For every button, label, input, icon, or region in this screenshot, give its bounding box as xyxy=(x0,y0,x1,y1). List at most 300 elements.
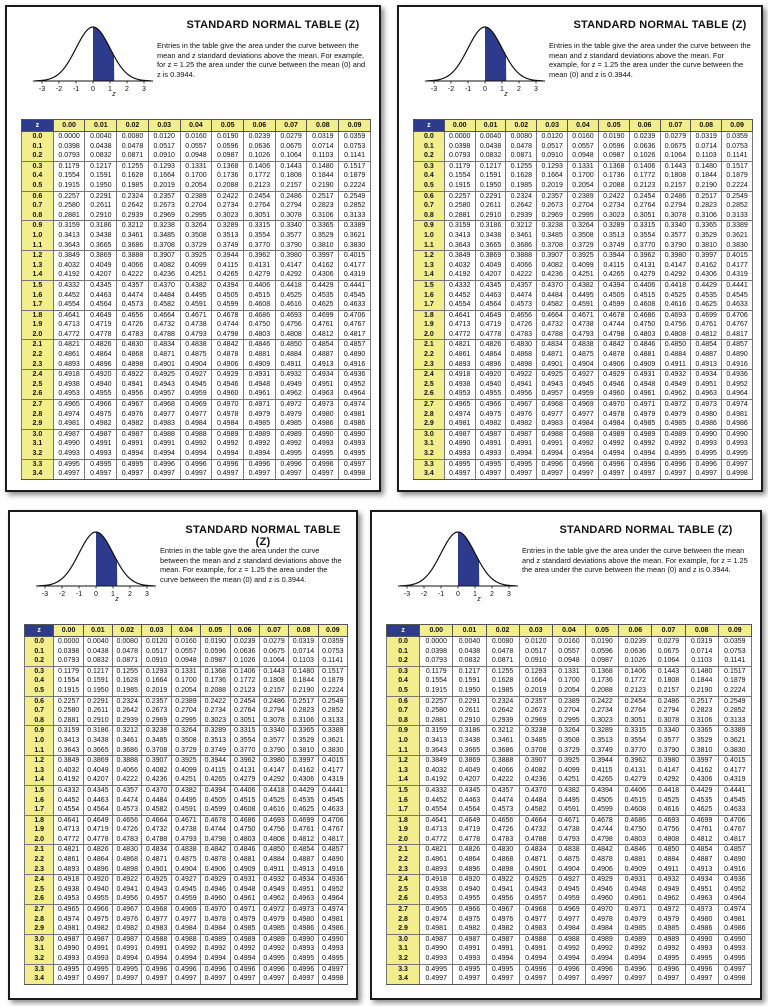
area-cell: 0.2157 xyxy=(275,181,307,191)
area-cell: 0.2794 xyxy=(652,706,685,716)
table-row xyxy=(25,647,348,657)
z-value-cell: 2.1 xyxy=(414,340,445,350)
area-cell: 0.4996 xyxy=(180,459,212,469)
area-cell: 0.1808 xyxy=(652,676,685,686)
area-cell: 0.4996 xyxy=(537,459,568,469)
area-cell: 0.4884 xyxy=(660,350,691,360)
z-value-cell: 2.7 xyxy=(414,400,445,410)
area-cell: 0.4713 xyxy=(420,825,453,835)
area-cell: 0.4772 xyxy=(54,835,83,845)
table-row xyxy=(25,766,348,776)
area-cell: 0.3810 xyxy=(685,746,718,756)
area-cell: 0.4633 xyxy=(722,300,753,310)
area-cell: 0.2642 xyxy=(113,706,142,716)
area-cell: 0.4633 xyxy=(718,805,751,815)
area-cell: 0.4192 xyxy=(420,775,453,785)
area-cell: 0.4981 xyxy=(53,419,85,429)
axis-tick-label: -1 xyxy=(75,591,83,598)
area-cell: 0.4838 xyxy=(552,845,585,855)
area-cell: 0.4993 xyxy=(289,944,318,954)
z-value-cell: 1.6 xyxy=(22,291,54,301)
area-cell: 0.4812 xyxy=(691,330,722,340)
z-value-cell: 0.7 xyxy=(25,706,54,716)
area-cell: 0.4066 xyxy=(113,766,142,776)
area-cell: 0.4591 xyxy=(180,300,212,310)
area-cell: 0.4982 xyxy=(453,924,486,934)
area-cell: 0.4955 xyxy=(453,894,486,904)
area-cell: 0.4993 xyxy=(420,954,453,964)
area-cell: 0.4382 xyxy=(552,785,585,795)
area-cell: 0.4846 xyxy=(619,845,652,855)
area-cell: 0.4938 xyxy=(54,885,83,895)
area-cell: 0.0000 xyxy=(444,132,475,142)
area-cell: 0.2823 xyxy=(691,201,722,211)
area-cell: 0.4997 xyxy=(201,974,230,984)
table-row xyxy=(414,261,753,271)
area-cell: 0.4783 xyxy=(486,835,519,845)
area-cell: 0.4015 xyxy=(718,756,751,766)
area-cell: 0.4803 xyxy=(629,330,660,340)
area-cell: 0.4641 xyxy=(444,310,475,320)
column-header: 0.08 xyxy=(685,625,718,637)
area-cell: 0.1772 xyxy=(244,171,276,181)
area-cell: 0.4992 xyxy=(180,439,212,449)
area-cell: 0.4808 xyxy=(259,835,288,845)
area-cell: 0.1844 xyxy=(691,171,722,181)
area-cell: 0.2910 xyxy=(85,211,117,221)
z-table xyxy=(413,119,753,480)
area-cell: 0.3106 xyxy=(289,716,318,726)
area-cell: 0.4750 xyxy=(230,825,259,835)
area-cell: 0.3830 xyxy=(318,746,347,756)
area-cell: 0.4463 xyxy=(453,796,486,806)
area-cell: 0.2291 xyxy=(453,696,486,706)
area-cell: 0.4641 xyxy=(420,815,453,825)
area-cell: 0.1950 xyxy=(475,181,506,191)
area-cell: 0.4949 xyxy=(660,380,691,390)
area-cell: 0.2580 xyxy=(53,201,85,211)
area-cell: 0.2881 xyxy=(444,211,475,221)
table-row xyxy=(387,637,752,647)
area-cell: 0.4706 xyxy=(718,815,751,825)
area-cell: 0.4505 xyxy=(212,291,244,301)
z-value-cell: 0.6 xyxy=(387,696,420,706)
area-cell: 0.3907 xyxy=(537,251,568,261)
area-cell: 0.4984 xyxy=(201,924,230,934)
z-value-cell: 0.5 xyxy=(25,686,54,696)
area-cell: 0.4982 xyxy=(113,924,142,934)
area-cell: 0.4963 xyxy=(289,894,318,904)
table-row xyxy=(25,885,348,895)
area-cell: 0.4838 xyxy=(180,340,212,350)
area-cell: 0.4955 xyxy=(475,389,506,399)
area-cell: 0.1554 xyxy=(420,676,453,686)
area-cell: 0.4975 xyxy=(475,410,506,420)
area-cell: 0.4699 xyxy=(691,310,722,320)
area-cell: 0.4948 xyxy=(619,885,652,895)
area-cell: 0.4265 xyxy=(201,775,230,785)
z-value-cell: 1.4 xyxy=(22,270,54,280)
area-cell: 0.4535 xyxy=(307,291,339,301)
area-cell: 0.4826 xyxy=(475,340,506,350)
area-cell: 0.4625 xyxy=(289,805,318,815)
area-cell: 0.4608 xyxy=(629,300,660,310)
area-cell: 0.4991 xyxy=(117,439,149,449)
area-cell: 0.0871 xyxy=(117,151,149,161)
z-value-cell: 1.3 xyxy=(387,766,420,776)
area-cell: 0.1064 xyxy=(259,656,288,666)
area-cell: 0.0398 xyxy=(420,647,453,657)
bell-curve-figure xyxy=(394,522,522,602)
area-cell: 0.4332 xyxy=(53,280,85,290)
area-cell: 0.4864 xyxy=(85,350,117,360)
area-cell: 0.2088 xyxy=(201,686,230,696)
z-value-cell: 0.3 xyxy=(25,666,54,676)
area-cell: 0.4988 xyxy=(552,934,585,944)
area-cell: 0.2357 xyxy=(519,696,552,706)
area-cell: 0.0793 xyxy=(53,151,85,161)
area-cell: 0.4878 xyxy=(586,855,619,865)
area-cell: 0.4049 xyxy=(85,261,117,271)
area-cell: 0.4842 xyxy=(212,340,244,350)
area-cell: 0.4147 xyxy=(259,766,288,776)
area-cell: 0.4996 xyxy=(212,459,244,469)
area-cell: 0.4965 xyxy=(420,905,453,915)
area-cell: 0.4985 xyxy=(244,419,276,429)
area-cell: 0.4998 xyxy=(722,469,753,479)
area-cell: 0.4990 xyxy=(339,429,371,439)
area-cell: 0.4857 xyxy=(339,340,371,350)
area-cell: 0.2673 xyxy=(519,706,552,716)
area-cell: 0.4222 xyxy=(117,270,149,280)
area-cell: 0.4192 xyxy=(53,270,85,280)
z-value-cell: 3.2 xyxy=(414,449,445,459)
area-cell: 0.4997 xyxy=(54,974,83,984)
area-cell: 0.4932 xyxy=(660,370,691,380)
table-row xyxy=(22,270,371,280)
area-cell: 0.4993 xyxy=(453,954,486,964)
table-row xyxy=(414,300,753,310)
area-cell: 0.4394 xyxy=(586,785,619,795)
area-cell: 0.4975 xyxy=(83,915,112,925)
area-cell: 0.4678 xyxy=(598,310,629,320)
area-cell: 0.4573 xyxy=(117,300,149,310)
table-row xyxy=(387,785,752,795)
area-cell: 0.4896 xyxy=(453,865,486,875)
area-cell: 0.4131 xyxy=(244,261,276,271)
area-cell: 0.4936 xyxy=(318,875,347,885)
area-cell: 0.4918 xyxy=(54,875,83,885)
area-cell: 0.4177 xyxy=(718,766,751,776)
area-cell: 0.0832 xyxy=(453,656,486,666)
area-cell: 0.4803 xyxy=(230,835,259,845)
area-cell: 0.4989 xyxy=(201,934,230,944)
area-cell: 0.0948 xyxy=(552,656,585,666)
area-cell: 0.4995 xyxy=(318,954,347,964)
area-cell: 0.4738 xyxy=(552,825,585,835)
area-cell: 0.4990 xyxy=(289,934,318,944)
area-cell: 0.2673 xyxy=(537,201,568,211)
table-row xyxy=(22,469,371,479)
area-cell: 0.4968 xyxy=(537,400,568,410)
area-cell: 0.4995 xyxy=(275,449,307,459)
table-row xyxy=(25,934,348,944)
area-cell: 0.4162 xyxy=(691,261,722,271)
area-cell: 0.4992 xyxy=(652,944,685,954)
area-cell: 0.3315 xyxy=(244,221,276,231)
area-cell: 0.4767 xyxy=(339,320,371,330)
area-cell: 0.2454 xyxy=(619,696,652,706)
area-cell: 0.2422 xyxy=(598,191,629,201)
area-cell: 0.4726 xyxy=(113,825,142,835)
area-cell: 0.2054 xyxy=(171,686,200,696)
area-cell: 0.4896 xyxy=(83,865,112,875)
area-cell: 0.4505 xyxy=(201,796,230,806)
area-cell: 0.2852 xyxy=(318,706,347,716)
area-cell: 0.3159 xyxy=(53,221,85,231)
area-cell: 0.3365 xyxy=(289,726,318,736)
table-row xyxy=(414,459,753,469)
area-cell: 0.0675 xyxy=(275,142,307,152)
area-cell: 0.4963 xyxy=(691,389,722,399)
area-cell: 0.4706 xyxy=(722,310,753,320)
table-row xyxy=(414,231,753,241)
area-cell: 0.4429 xyxy=(289,785,318,795)
axis-tick-label: 1 xyxy=(473,591,477,598)
area-cell: 0.4922 xyxy=(117,370,149,380)
area-cell: 0.4418 xyxy=(259,785,288,795)
table-row xyxy=(25,845,348,855)
area-cell: 0.4981 xyxy=(420,924,453,934)
area-cell: 0.4868 xyxy=(506,350,537,360)
table-row xyxy=(387,766,752,776)
area-cell: 0.4996 xyxy=(660,459,691,469)
area-cell: 0.3830 xyxy=(718,746,751,756)
area-cell: 0.4961 xyxy=(244,389,276,399)
area-cell: 0.3340 xyxy=(652,726,685,736)
area-cell: 0.1700 xyxy=(171,676,200,686)
area-cell: 0.4898 xyxy=(117,360,149,370)
area-cell: 0.4788 xyxy=(537,330,568,340)
area-cell: 0.4982 xyxy=(486,924,519,934)
column-header: 0.06 xyxy=(244,120,276,132)
area-cell: 0.4633 xyxy=(339,300,371,310)
area-cell: 0.3944 xyxy=(201,756,230,766)
area-cell: 0.3529 xyxy=(685,736,718,746)
area-cell: 0.4406 xyxy=(230,785,259,795)
area-cell: 0.4979 xyxy=(629,410,660,420)
area-cell: 0.2019 xyxy=(142,686,171,696)
area-cell: 0.0557 xyxy=(180,142,212,152)
area-cell: 0.4357 xyxy=(486,785,519,795)
area-cell: 0.4495 xyxy=(180,291,212,301)
area-cell: 0.2734 xyxy=(212,201,244,211)
area-cell: 0.4599 xyxy=(598,300,629,310)
area-cell: 0.3665 xyxy=(453,746,486,756)
area-cell: 0.2704 xyxy=(568,201,599,211)
area-cell: 0.4738 xyxy=(171,825,200,835)
area-cell: 0.0793 xyxy=(54,656,83,666)
area-cell: 0.1406 xyxy=(629,161,660,171)
area-cell: 0.4955 xyxy=(85,389,117,399)
area-cell: 0.1293 xyxy=(519,666,552,676)
area-cell: 0.4995 xyxy=(339,449,371,459)
area-cell: 0.1217 xyxy=(83,666,112,676)
area-cell: 0.4986 xyxy=(318,924,347,934)
area-cell: 0.4995 xyxy=(259,954,288,964)
area-cell: 0.4931 xyxy=(230,875,259,885)
area-cell: 0.4995 xyxy=(117,459,149,469)
area-cell: 0.4994 xyxy=(230,954,259,964)
area-cell: 0.4974 xyxy=(444,410,475,420)
area-cell: 0.4418 xyxy=(652,785,685,795)
area-cell: 0.4970 xyxy=(586,905,619,915)
area-cell: 0.1103 xyxy=(289,656,318,666)
area-cell: 0.0359 xyxy=(722,132,753,142)
area-cell: 0.4989 xyxy=(652,934,685,944)
area-cell: 0.2324 xyxy=(113,696,142,706)
area-cell: 0.4830 xyxy=(113,845,142,855)
table-row xyxy=(25,686,348,696)
z-table xyxy=(21,119,371,480)
z-value-cell: 0.7 xyxy=(22,201,54,211)
table-row xyxy=(387,666,752,676)
column-header: 0.01 xyxy=(83,625,112,637)
area-cell: 0.4554 xyxy=(444,300,475,310)
z-table-container xyxy=(21,119,371,480)
table-row xyxy=(414,132,753,142)
area-cell: 0.4649 xyxy=(475,310,506,320)
area-cell: 0.4994 xyxy=(629,449,660,459)
area-cell: 0.1844 xyxy=(685,676,718,686)
area-cell: 0.4990 xyxy=(722,429,753,439)
area-cell: 0.1591 xyxy=(453,676,486,686)
area-cell: 0.3289 xyxy=(586,726,619,736)
description-text: Entries in the table give the area under the curve between the mean and z standard deviations above the mean. For example, for z = 1.25 the area under the curve between the mean (0) and z is 0.3944. xyxy=(549,41,751,79)
area-cell: 0.4884 xyxy=(275,350,307,360)
area-cell: 0.1368 xyxy=(212,161,244,171)
area-cell: 0.4985 xyxy=(652,924,685,934)
area-cell: 0.4177 xyxy=(318,766,347,776)
area-cell: 0.0398 xyxy=(54,647,83,657)
area-cell: 0.1554 xyxy=(444,171,475,181)
area-cell: 0.2881 xyxy=(420,716,453,726)
area-cell: 0.4997 xyxy=(506,469,537,479)
area-cell: 0.2357 xyxy=(537,191,568,201)
column-header: 0.04 xyxy=(171,625,200,637)
area-cell: 0.4980 xyxy=(691,410,722,420)
area-cell: 0.4981 xyxy=(54,924,83,934)
area-cell: 0.4997 xyxy=(718,964,751,974)
area-cell: 0.2794 xyxy=(275,201,307,211)
area-cell: 0.4817 xyxy=(722,330,753,340)
area-cell: 0.1879 xyxy=(318,676,347,686)
area-cell: 0.4962 xyxy=(660,389,691,399)
table-row xyxy=(22,340,371,350)
table-row xyxy=(387,656,752,666)
area-cell: 0.4988 xyxy=(537,429,568,439)
area-cell: 0.4582 xyxy=(537,300,568,310)
z-value-cell: 1.0 xyxy=(25,736,54,746)
area-cell: 0.4901 xyxy=(537,360,568,370)
area-cell: 0.0080 xyxy=(117,132,149,142)
area-cell: 0.4838 xyxy=(568,340,599,350)
area-cell: 0.3686 xyxy=(117,241,149,251)
area-cell: 0.4989 xyxy=(275,429,307,439)
area-cell: 0.3508 xyxy=(568,231,599,241)
axis-tick-label: -1 xyxy=(437,591,445,598)
area-cell: 0.1480 xyxy=(307,161,339,171)
area-cell: 0.2764 xyxy=(629,201,660,211)
description-text: Entries in the table give the area under the curve between the mean and z standard deviations above the mean. For example, for z = 1.25 the area under the curve between the mean (0) and z is 0.3944. xyxy=(522,546,748,574)
table-row xyxy=(25,944,348,954)
area-cell: 0.2642 xyxy=(117,201,149,211)
area-cell: 0.4821 xyxy=(444,340,475,350)
area-cell: 0.3729 xyxy=(180,241,212,251)
area-cell: 0.3389 xyxy=(318,726,347,736)
area-cell: 0.4987 xyxy=(506,429,537,439)
area-cell: 0.4995 xyxy=(444,459,475,469)
area-cell: 0.4943 xyxy=(148,380,180,390)
area-cell: 0.3944 xyxy=(586,756,619,766)
area-cell: 0.4573 xyxy=(506,300,537,310)
table-row xyxy=(25,637,348,647)
area-cell: 0.0753 xyxy=(722,142,753,152)
table-row xyxy=(414,320,753,330)
table-row xyxy=(25,805,348,815)
table-row xyxy=(414,429,753,439)
area-cell: 0.4236 xyxy=(537,270,568,280)
area-cell: 0.4812 xyxy=(685,835,718,845)
area-cell: 0.4922 xyxy=(506,370,537,380)
area-cell: 0.3577 xyxy=(259,736,288,746)
area-cell: 0.3238 xyxy=(148,221,180,231)
area-cell: 0.2123 xyxy=(244,181,276,191)
area-cell: 0.0398 xyxy=(53,142,85,152)
bell-curve-figure xyxy=(29,17,157,97)
area-cell: 0.4997 xyxy=(113,974,142,984)
area-cell: 0.3869 xyxy=(453,756,486,766)
area-cell: 0.2642 xyxy=(486,706,519,716)
table-row xyxy=(387,905,752,915)
area-cell: 0.3238 xyxy=(519,726,552,736)
area-cell: 0.2257 xyxy=(54,696,83,706)
area-cell: 0.3770 xyxy=(244,241,276,251)
table-row xyxy=(22,161,371,171)
area-cell: 0.4974 xyxy=(722,400,753,410)
area-cell: 0.2704 xyxy=(180,201,212,211)
table-row xyxy=(22,181,371,191)
area-cell: 0.2224 xyxy=(318,686,347,696)
area-cell: 0.0636 xyxy=(244,142,276,152)
area-cell: 0.4441 xyxy=(339,280,371,290)
axis-tick-label: 1 xyxy=(500,86,504,93)
area-cell: 0.4977 xyxy=(180,410,212,420)
table-row xyxy=(25,964,348,974)
area-cell: 0.4251 xyxy=(568,270,599,280)
area-cell: 0.3264 xyxy=(568,221,599,231)
z-value-cell: 1.9 xyxy=(25,825,54,835)
area-cell: 0.4463 xyxy=(83,796,112,806)
area-cell: 0.4988 xyxy=(568,429,599,439)
area-cell: 0.3485 xyxy=(142,736,171,746)
area-cell: 0.4997 xyxy=(475,469,506,479)
area-cell: 0.4940 xyxy=(453,885,486,895)
z-value-cell: 0.1 xyxy=(22,142,54,152)
area-cell: 0.4177 xyxy=(339,261,371,271)
area-cell: 0.4049 xyxy=(83,766,112,776)
area-cell: 0.1368 xyxy=(201,666,230,676)
